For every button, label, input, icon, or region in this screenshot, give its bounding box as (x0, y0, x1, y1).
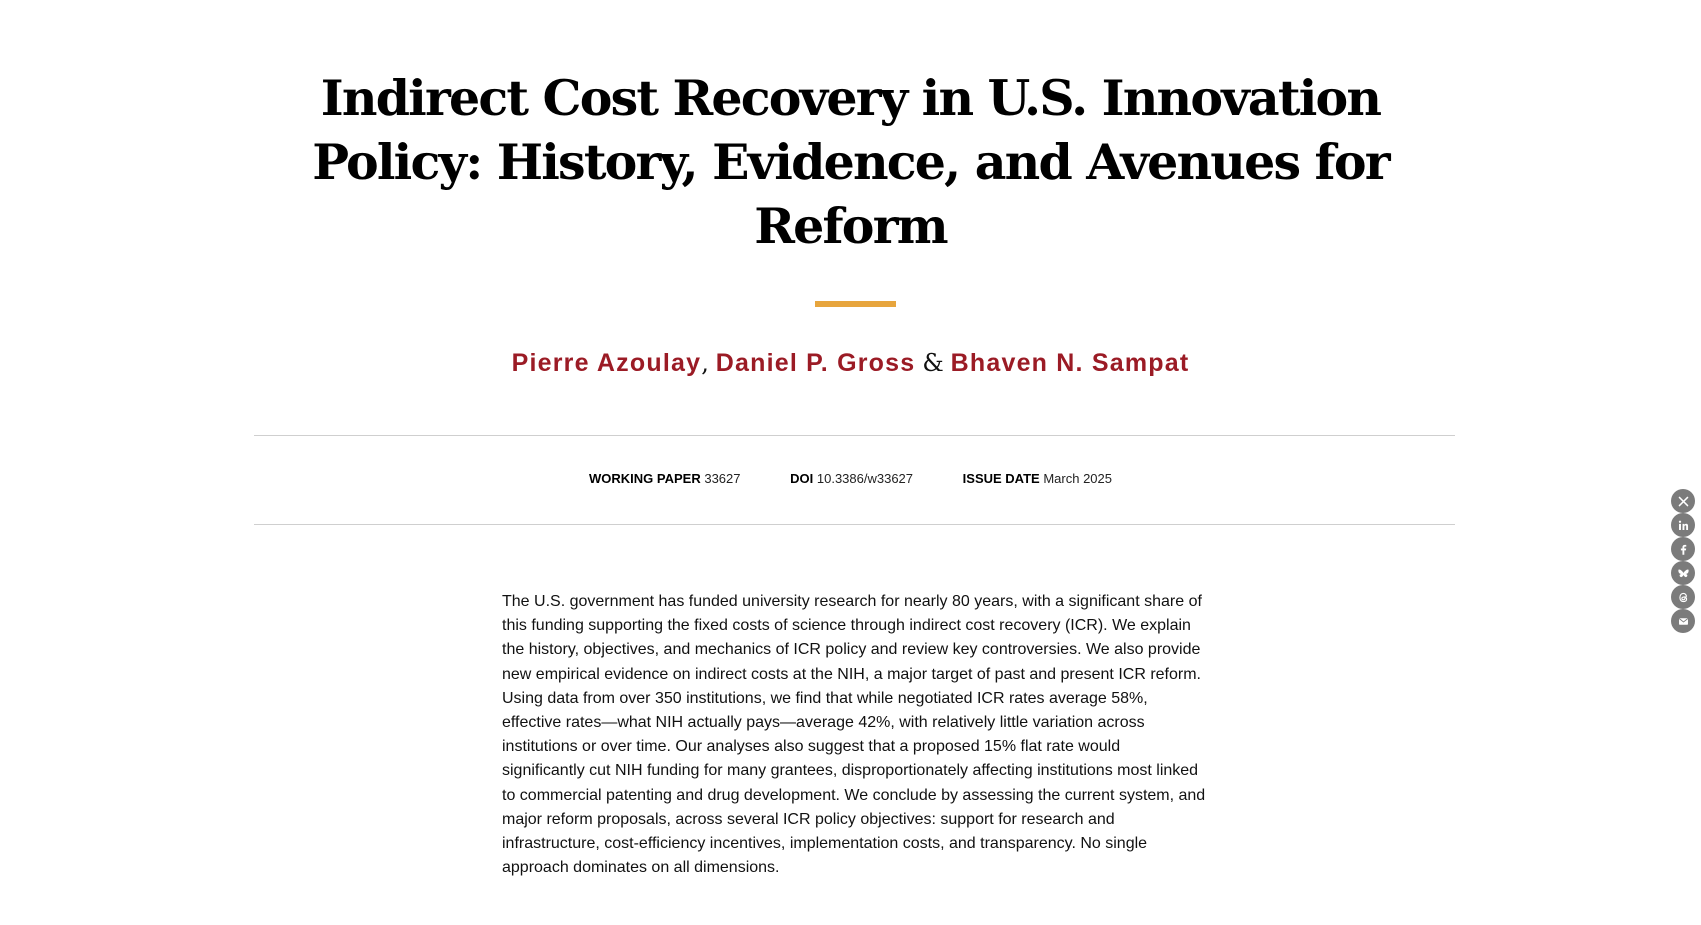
facebook-icon (1677, 543, 1690, 556)
threads-icon (1677, 591, 1690, 604)
author-link-azoulay[interactable]: Pierre Azoulay (511, 349, 702, 377)
share-email-button[interactable] (1671, 609, 1695, 633)
linkedin-icon (1677, 519, 1690, 532)
author-separator-comma: , (701, 349, 709, 377)
meta-divider-top (254, 435, 1455, 436)
author-link-gross[interactable]: Daniel P. Gross (715, 349, 916, 377)
working-paper-label: WORKING PAPER (589, 471, 701, 486)
doi (790, 471, 913, 487)
share-x-button[interactable] (1671, 489, 1695, 513)
issue-date (963, 471, 1112, 487)
meta-divider-bottom (254, 524, 1455, 525)
share-linkedin-button[interactable] (1671, 513, 1695, 537)
share-bar (1671, 489, 1695, 633)
bluesky-icon (1677, 567, 1690, 580)
title-accent-bar (815, 301, 896, 307)
author-list (0, 347, 1701, 379)
email-icon (1677, 615, 1690, 628)
doi-value: 10.3386/w33627 (816, 471, 914, 486)
doi-label: DOI (790, 471, 814, 486)
author-separator-ampersand: & (922, 349, 944, 377)
x-icon (1677, 495, 1690, 508)
share-facebook-button[interactable] (1671, 537, 1695, 561)
author-link-sampat[interactable]: Bhaven N. Sampat (950, 349, 1190, 377)
abstract-text: The U.S. government has funded university research for nearly 80 years, with a significant share of this funding supporting the fixed costs of science through indirect cost recovery (ICR). We explain the history, objectives, and mechanics of ICR policy and review key controversies. We also provide new empirical evidence on indirect costs at the NIH, a major target of past and present ICR reform. Using data from over 350 institutions, we find that while negotiated ICR rates average 58%, effective rates—what NIH actually pays—average 42%, with relatively little variation across institutions or over time. Our analyses also suggest that a proposed 15% flat rate would significantly cut NIH funding for many grantees, disproportionately affecting institutions most linked to commercial patenting and drug development. We conclude by assessing the current system, and major reform proposals, across several ICR policy objectives: support for research and infrastructure, cost-efficiency incentives, implementation costs, and transparency. No single approach dominates on all dimensions. (502, 593, 1206, 877)
working-paper-number (589, 471, 741, 487)
share-threads-button[interactable] (1671, 585, 1695, 609)
issue-date-value: March 2025 (1043, 471, 1112, 486)
issue-date-label: ISSUE DATE (962, 471, 1040, 486)
working-paper-value: 33627 (704, 471, 741, 486)
share-bluesky-button[interactable] (1671, 561, 1695, 585)
paper-metadata (0, 471, 1701, 487)
paper-title: Indirect Cost Recovery in U.S. Innovation Policy: History, Evidence, and Avenues for Reform (312, 69, 1389, 255)
